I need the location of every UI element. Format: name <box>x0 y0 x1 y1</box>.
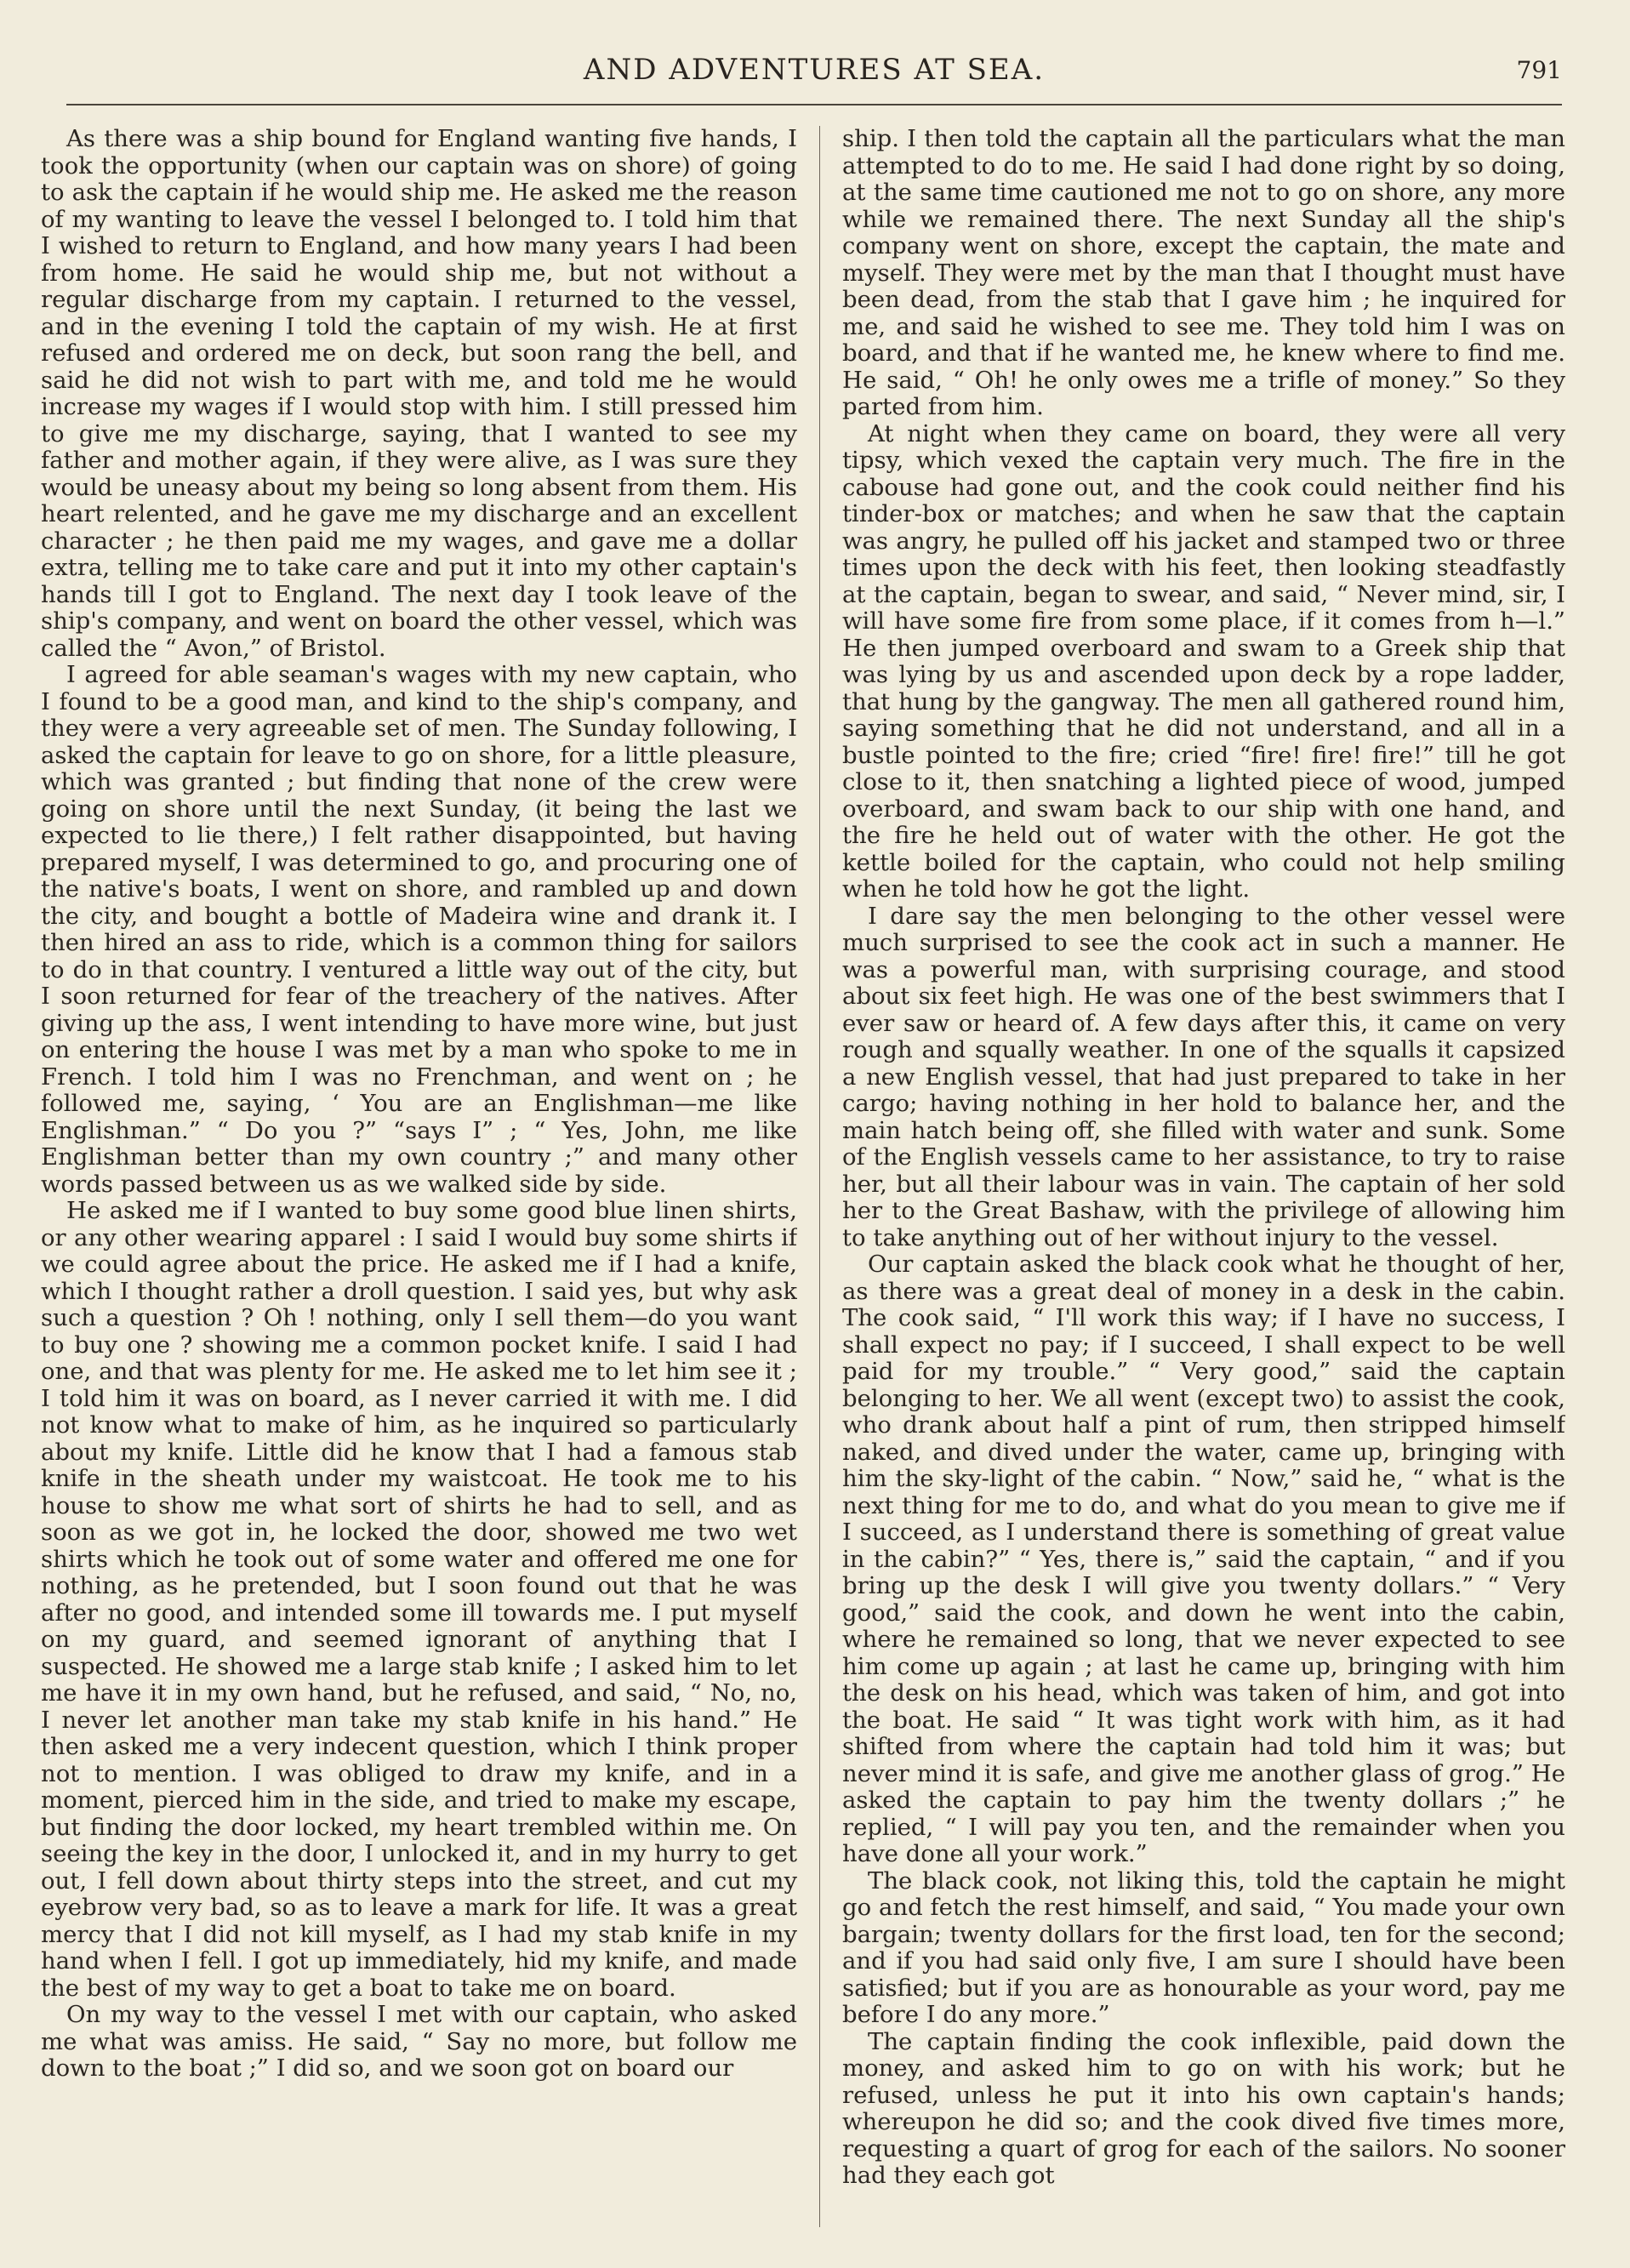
paragraph: ship. I then told the captain all the particulars what the man attempted to do to me. He said I had done right by so doing, at the same time cautioned me not to go on shore, any more while we remained there. The next Sunday all the ship's company went on shore, except the captain, the mate and myself. They were met by the man that I thought must have been dead, from the stab that I gave him ; he inquired for me, and said he wished to see me. They told him I was on board, and that if he wanted me, he knew where to find me. He said, “ Oh! he only owes me a trifle of money.” So they parted from him. <box>842 126 1565 420</box>
paragraph: The black cook, not liking this, told the captain he might go and fetch the rest himself, and said, “ You made your own bargain; twenty dollars for the first load, ten for the second; and if you had said only five, I am sure I should have been satisfied; but if you are as honourable as your word, pay me before I do any more.” <box>842 1866 1565 2028</box>
page-header <box>66 44 1562 105</box>
left-column <box>41 126 797 2236</box>
column-divider <box>819 126 820 2227</box>
page-number: 791 <box>1516 56 1562 84</box>
paragraph: Our captain asked the black cook what he thought of her, as there was a great deal of money in a desk in the cabin. The cook said, “ I'll work this way; if I have no success, I shall expect no pay; if I succeed, I shall expect to be well paid for my trouble.” “ Very good,” said the captain belonging to her. We all went (except two) to assist the cook, who drank about half a pint of rum, then stripped himself naked, and dived under the water, came up, bringing with him the sky-light of the cabin. “ Now,” said he, “ what is the next thing for me to do, and what do you mean to give me if I succeed, as I understand there is something of great value in the cabin?” “ Yes, there is,” said the captain, “ and if you bring up the desk I will give you twenty dollars.” “ Very good,” said the cook, and down he went into the cabin, where he remained so long, that we never expected to see him come up again ; at last he came up, bringing with him the desk on his head, which was taken of him, and got into the boat. He said “ It was tight work with him, as it had shifted from where the captain had told him it was; but never mind it is safe, and give me another glass of grog.” He asked the captain to pay him the twenty dollars ;” he replied, “ I will pay you ten, and the remainder when you have done all your work.” <box>842 1251 1565 1867</box>
paragraph: He asked me if I wanted to buy some good blue linen shirts, or any other wearing apparel : I said I would buy some shirts if we could agree about the price. He asked me if I had a knife, which I thought rather a droll question. I said yes, but why ask such a question ? Oh ! nothing, only I sell them—do you want to buy one ? showing me a common pocket knife. I said I had one, and that was plenty for me. He asked me to let him see it ; I told him it was on board, as I never carried it with me. I did not know what to make of him, as he inquired so particularly about my knife. Little did he know that I had a famous stab knife in the sheath under my waistcoat. He took me to his house to show me what sort of shirts he had to sell, and as soon as we got in, he locked the door, showed me two wet shirts which he took out of some water and offered me one for nothing, as he pretended, but I soon found out that he was after no good, and intended some ill towards me. I put myself on my guard, and seemed ignorant of anything that I suspected. He showed me a large stab knife ; I asked him to let me have it in my own hand, but he refused, and said, “ No, no, I never let another man take my stab knife in his hand.” He then asked me a very indecent question, which I think proper not to mention. I was obliged to draw my knife, and in a moment, pierced him in the side, and tried to make my escape, but finding the door locked, my heart trembled within me. On seeing the key in the door, I unlocked it, and in my hurry to get out, I fell down about thirty steps into the street, and cut my eyebrow very bad, so as to leave a mark for life. It was a great mercy that I did not kill myself, as I had my stab knife in my hand when I fell. I got up immediately, hid my knife, and made the best of my way to get a boat to take me on board. <box>41 1197 797 2002</box>
paragraph: At night when they came on board, they were all very tipsy, which vexed the captain very much. The fire in the cabouse had gone out, and the cook could neither find his tinder-box or matches; and when he saw that the captain was angry, he pulled off his jacket and stamped two or three times upon the deck with his feet, then looking steadfastly at the captain, began to swear, and said, “ Never mind, sir, I will have some fire from some place, if it comes from h—l.” He then jumped overboard and swam to a Greek ship that was lying by us and ascended upon deck by a rope ladder, that hung by the gangway. The men all gathered round him, saying something that he did not understand, and all in a bustle pointed to the fire; cried “fire! fire! fire!” till he got close to it, then snatching a lighted piece of wood, jumped overboard, and swam back to our ship with one hand, and the fire he held out of water with the other. He got the kettle boiled for the captain, who could not help smiling when he told how he got the light. <box>842 419 1565 903</box>
right-column <box>842 126 1565 2236</box>
paragraph: I agreed for able seaman's wages with my new captain, who I found to be a good man, and kind to the ship's company, and they were a very agreeable set of men. The Sunday following, I asked the captain for leave to go on shore, for a little pleasure, which was granted ; but finding that none of the crew were going on shore until the next Sunday, (it being the last we expected to lie there,) I felt rather disappointed, but having prepared myself, I was determined to go, and procuring one of the native's boats, I went on shore, and rambled up and down the city, and bought a bottle of Madeira wine and drank it. I then hired an ass to ride, which is a common thing for sailors to do in that country. I ventured a little way out of the city, but I soon returned for fear of the treachery of the natives. After giving up the ass, I went intending to have more wine, but just on entering the house I was met by a man who spoke to me in French. I told him I was no Frenchman, and went on ; he followed me, saying, ‘ You are an Englishman—me like Englishman.” “ Do you ?” “says I” ; “ Yes, John, me like Englishman better than my own country ;” and many other words passed between us as we walked side by side. <box>41 661 797 1198</box>
paragraph: I dare say the men belonging to the other vessel were much surprised to see the cook act in such a manner. He was a powerful man, with surprising courage, and stood about six feet high. He was one of the best swimmers that I ever saw or heard of. A few days after this, it came on very rough and squally weather. In one of the squalls it capsized a new English vessel, that had just prepared to take in her cargo; having nothing in her hold to balance her, and the main hatch being off, she filled with water and sunk. Some of the English vessels came to her assistance, to try to raise her, but all their labour was in vain. The captain of her sold her to the Great Bashaw, with the privilege of allowing him to take anything out of her without injury to the vessel. <box>842 902 1565 1251</box>
paragraph: As there was a ship bound for England wanting five hands, I took the opportunity (when our captain was on shore) of going to ask the captain if he would ship me. He asked me the reason of my wanting to leave the vessel I belonged to. I told him that I wished to return to England, and how many years I had been from home. He said he would ship me, but not without a regular discharge from my captain. I returned to the vessel, and in the evening I told the captain of my wish. He at first refused and ordered me on deck, but soon rang the bell, and said he did not wish to part with me, and told me he would increase my wages if I would stop with him. I still pressed him to give me my discharge, saying, that I wanted to see my father and mother again, if they were alive, as I was sure they would be uneasy about my being so long absent from them. His heart relented, and he gave me my discharge and an excellent character ; he then paid me my wages, and gave me a dollar extra, telling me to take care and put it into my other captain's hands till I got to England. The next day I took leave of the ship's company, and went on board the other vessel, which was called the “ Avon,” of Bristol. <box>41 126 797 662</box>
running-head: AND ADVENTURES AT SEA. <box>583 53 1046 87</box>
paragraph: On my way to the vessel I met with our captain, who asked me what was amiss. He said, “ Say no more, but follow me down to the boat ;” I did so, and we soon got on board our <box>41 2001 797 2082</box>
paragraph: The captain finding the cook inflexible, paid down the money, and asked him to go on with his work; but he refused, unless he put it into his own captain's hands; whereupon he did so; and the cook dived five times more, requesting a quart of grog for each of the sailors. No sooner had they each got <box>842 2027 1565 2189</box>
